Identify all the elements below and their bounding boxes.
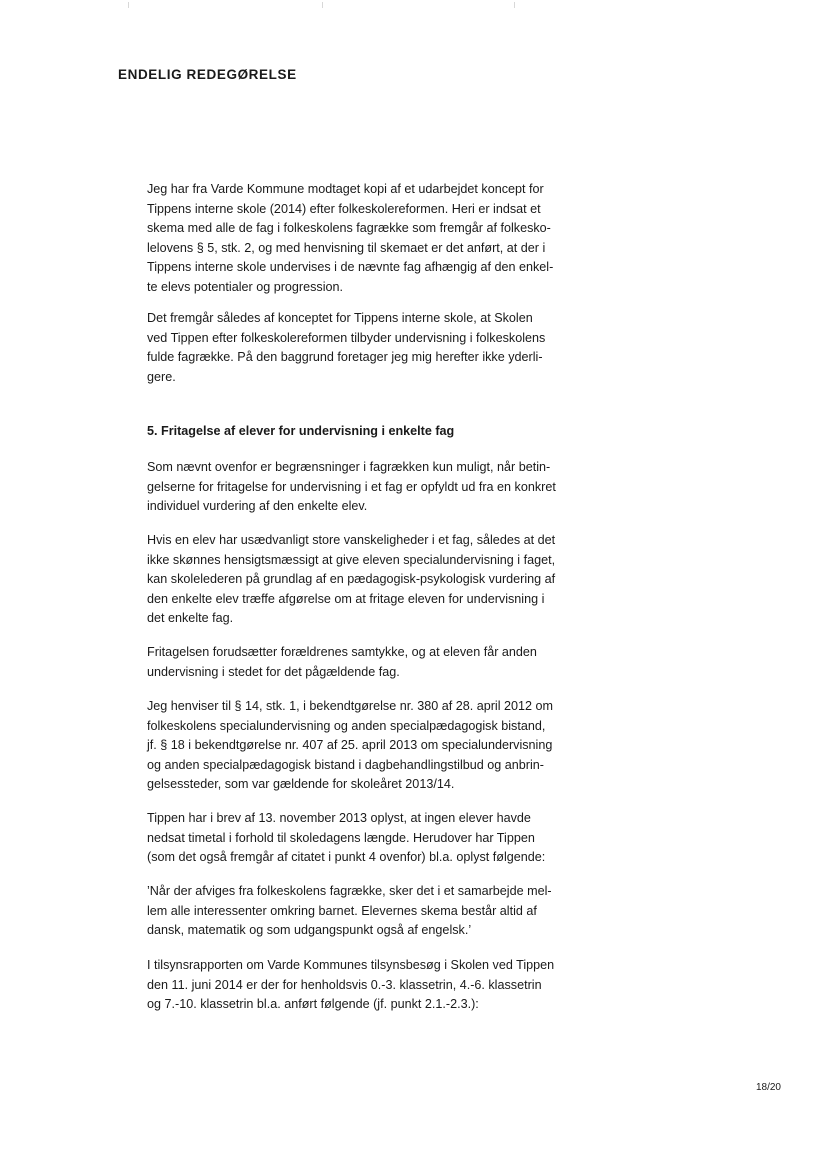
quote-paragraph: ’Når der afviges fra folkeskolens fagrække, sker det i et samarbejde mel- lem alle interessenter omkring barnet. Elevernes skema består altid af dansk, matematik og som udgangspunkt også af engelsk.’: [147, 884, 552, 937]
paragraph: Fritagelsen forudsætter forældrenes samtykke, og at eleven får anden undervisning i stedet for det pågældende fag.: [147, 645, 537, 679]
paragraph-vanskeligheder: [147, 531, 597, 629]
paragraph-koncept: [147, 180, 597, 297]
section-heading: 5. Fritagelse af elever for undervisning i enkelte fag: [147, 424, 455, 438]
document-header: ENDELIG REDEGØRELSE: [118, 67, 297, 82]
paragraph: Som nævnt ovenfor er begrænsninger i fagrækken kun muligt, når betin- gelserne for fritagelse for undervisning i et fag er opfyldt ud fra en konkret individuel vurdering af den enkelte elev.: [147, 460, 556, 513]
paragraph-henvisning: [147, 697, 597, 795]
paragraph-begraensninger: [147, 458, 597, 517]
scan-artifact: [322, 2, 323, 8]
paragraph: Jeg har fra Varde Kommune modtaget kopi af et udarbejdet koncept for Tippens interne skole (2014) efter folkeskolereformen. Heri er indsat et skema med alle de fag i folkeskolens fagrække som fremgår af folkesko- lelovens § 5, stk. 2, og med henvisning til skemaet er det anført, at der i Tippens interne skole undervises i de nævnte fag afhængig af den enkel- te elevs potentialer og progression.: [147, 182, 554, 294]
paragraph: Jeg henviser til § 14, stk. 1, i bekendtgørelse nr. 380 af 28. april 2012 om folkeskolens specialundervisning og anden specialpædagogisk bistand, jf. § 18 i bekendtgørelse nr. 407 af 25. april 2013 om specialundervisning og anden specialpædagogisk bistand i dagbehandlingstilbud og anbrin- gelsessteder, som var gældende for skoleåret 2013/14.: [147, 699, 554, 791]
paragraph-citat: [147, 882, 597, 941]
paragraph-tilsynsrapport: [147, 956, 597, 1015]
scan-artifact: [128, 2, 129, 8]
paragraph-timetal: [147, 809, 597, 868]
paragraph: Det fremgår således af konceptet for Tippens interne skole, at Skolen ved Tippen efter folkeskolereformen tilbyder undervisning i folkeskolens fulde fagrække. På den baggrund foretager jeg mig herefter ikke yderli- gere.: [147, 311, 546, 384]
section-heading-block: [147, 422, 597, 442]
paragraph-fagraekke: [147, 309, 597, 387]
paragraph: I tilsynsrapporten om Varde Kommunes tilsynsbesøg i Skolen ved Tippen den 11. juni 2014 er der for henholdsvis 0.-3. klassetrin, 4.-6. klassetrin og 7.-10. klassetrin bl.a. anført følgende (jf. punkt 2.1.-2.3.):: [147, 958, 555, 1011]
paragraph: Hvis en elev har usædvanligt store vanskeligheder i et fag, således at det ikke skønnes hensigtsmæssigt at give eleven specialundervisning i faget, kan skolelederen på grundlag af en pædagogisk-psykologisk vurdering af den enkelte elev træffe afgørelse om at fritage eleven for undervisning i det enkelte fag.: [147, 533, 556, 625]
scan-artifact: [514, 2, 515, 8]
page-number: 18/20: [755, 1082, 781, 1093]
paragraph: Tippen har i brev af 13. november 2013 oplyst, at ingen elever havde nedsat timetal i forhold til skoledagens længde. Herudover har Tippen (som det også fremgår af citatet i punkt 4 ovenfor) bl.a. oplyst følgende:: [147, 811, 546, 864]
paragraph-samtykke: [147, 643, 597, 682]
